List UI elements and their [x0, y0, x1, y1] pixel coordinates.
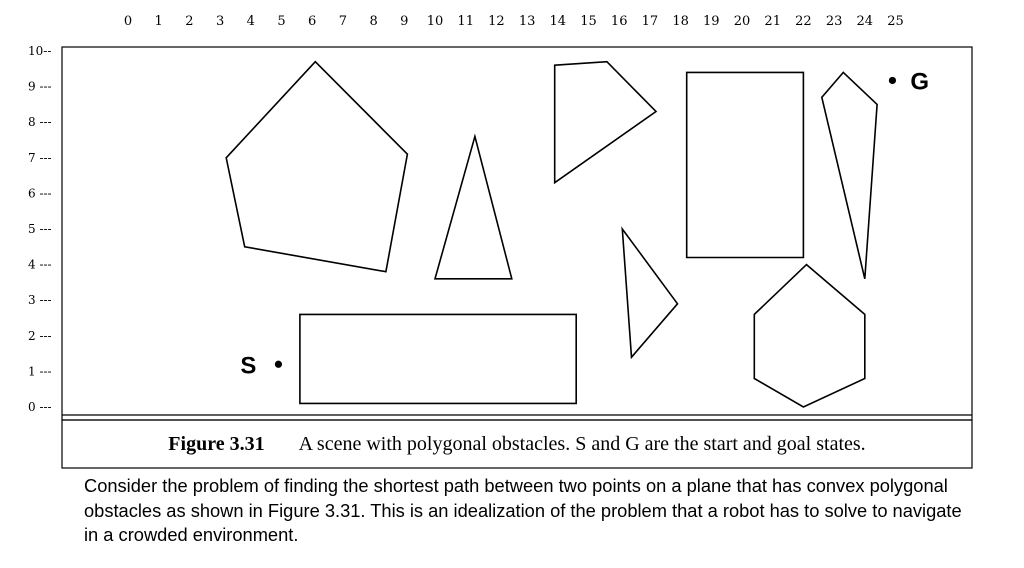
- y-tick-label: 9 ---: [28, 79, 52, 94]
- x-tick-label: 16: [610, 14, 628, 29]
- x-tick-label: 13: [518, 14, 536, 29]
- y-tick-label: 10--: [28, 44, 52, 58]
- x-tick-label: 11: [457, 14, 474, 29]
- problem-statement: Consider the problem of finding the shortest path between two points on a plane that has convex polygonal obstacles as shown in Figure 3.31. This is an idealization of the problem that a robot has to solve to navigate in a crowded environment.: [84, 475, 962, 545]
- x-tick-label: 22: [795, 14, 812, 29]
- start-point-marker: [275, 361, 282, 368]
- caption-text: A scene with polygonal obstacles. S and G are the start and goal states.: [298, 432, 866, 455]
- x-tick-label: 4: [246, 14, 255, 29]
- caption-figure-number: Figure 3.31: [168, 432, 265, 455]
- x-tick-label: 21: [764, 14, 781, 29]
- x-tick-label: 20: [733, 14, 751, 29]
- plot-frame: [62, 47, 972, 420]
- x-tick-label: 19: [703, 14, 720, 29]
- x-tick-label: 15: [580, 14, 597, 29]
- obstacle-quadrilateral: [555, 62, 656, 183]
- goal-point-marker: [889, 77, 896, 84]
- obstacle-thin-triangle: [822, 72, 877, 278]
- y-tick-label: 6 ---: [28, 186, 52, 201]
- x-tick-label: 2: [185, 14, 194, 29]
- y-tick-label: 0 ---: [28, 400, 52, 414]
- goal-label: G: [910, 68, 930, 96]
- x-tick-label: 1: [154, 14, 163, 29]
- obstacle-middle-triangle: [622, 229, 677, 357]
- x-tick-label: 9: [400, 14, 409, 29]
- x-axis-ticks: [124, 14, 904, 29]
- x-tick-label: 14: [549, 14, 567, 29]
- y-tick-label: 5 ---: [28, 222, 52, 236]
- x-tick-label: 3: [215, 14, 225, 29]
- x-tick-label: 10: [426, 14, 444, 29]
- x-tick-label: 5: [277, 14, 286, 29]
- obstacles-group: [226, 62, 877, 407]
- x-tick-label: 17: [641, 14, 659, 29]
- y-axis-ticks: [28, 44, 52, 414]
- y-tick-label: 7 ---: [28, 150, 52, 165]
- x-tick-label: 23: [825, 14, 843, 29]
- x-tick-label: 7: [338, 14, 348, 29]
- y-tick-label: 2 ---: [28, 328, 52, 343]
- x-tick-label: 24: [856, 14, 874, 29]
- x-tick-label: 6: [308, 14, 317, 29]
- obstacle-upper-rectangle: [687, 72, 804, 257]
- obstacle-tall-triangle: [435, 136, 512, 278]
- figure-caption: [62, 421, 972, 467]
- y-tick-label: 1 ---: [28, 364, 52, 379]
- x-tick-label: 18: [672, 14, 689, 29]
- y-tick-label: 4 ---: [28, 257, 52, 272]
- obstacle-lower-rectangle: [300, 314, 576, 403]
- y-tick-label: 8 ---: [28, 115, 52, 130]
- x-tick-label: 25: [887, 14, 904, 29]
- y-tick-label: 3 ---: [28, 293, 52, 308]
- x-tick-label: 8: [369, 14, 378, 29]
- start-label: S: [240, 352, 257, 380]
- obstacle-pentagon: [226, 62, 407, 272]
- x-tick-label: 12: [488, 14, 505, 29]
- obstacle-hexagon: [754, 265, 865, 407]
- x-tick-label: 0: [123, 14, 133, 29]
